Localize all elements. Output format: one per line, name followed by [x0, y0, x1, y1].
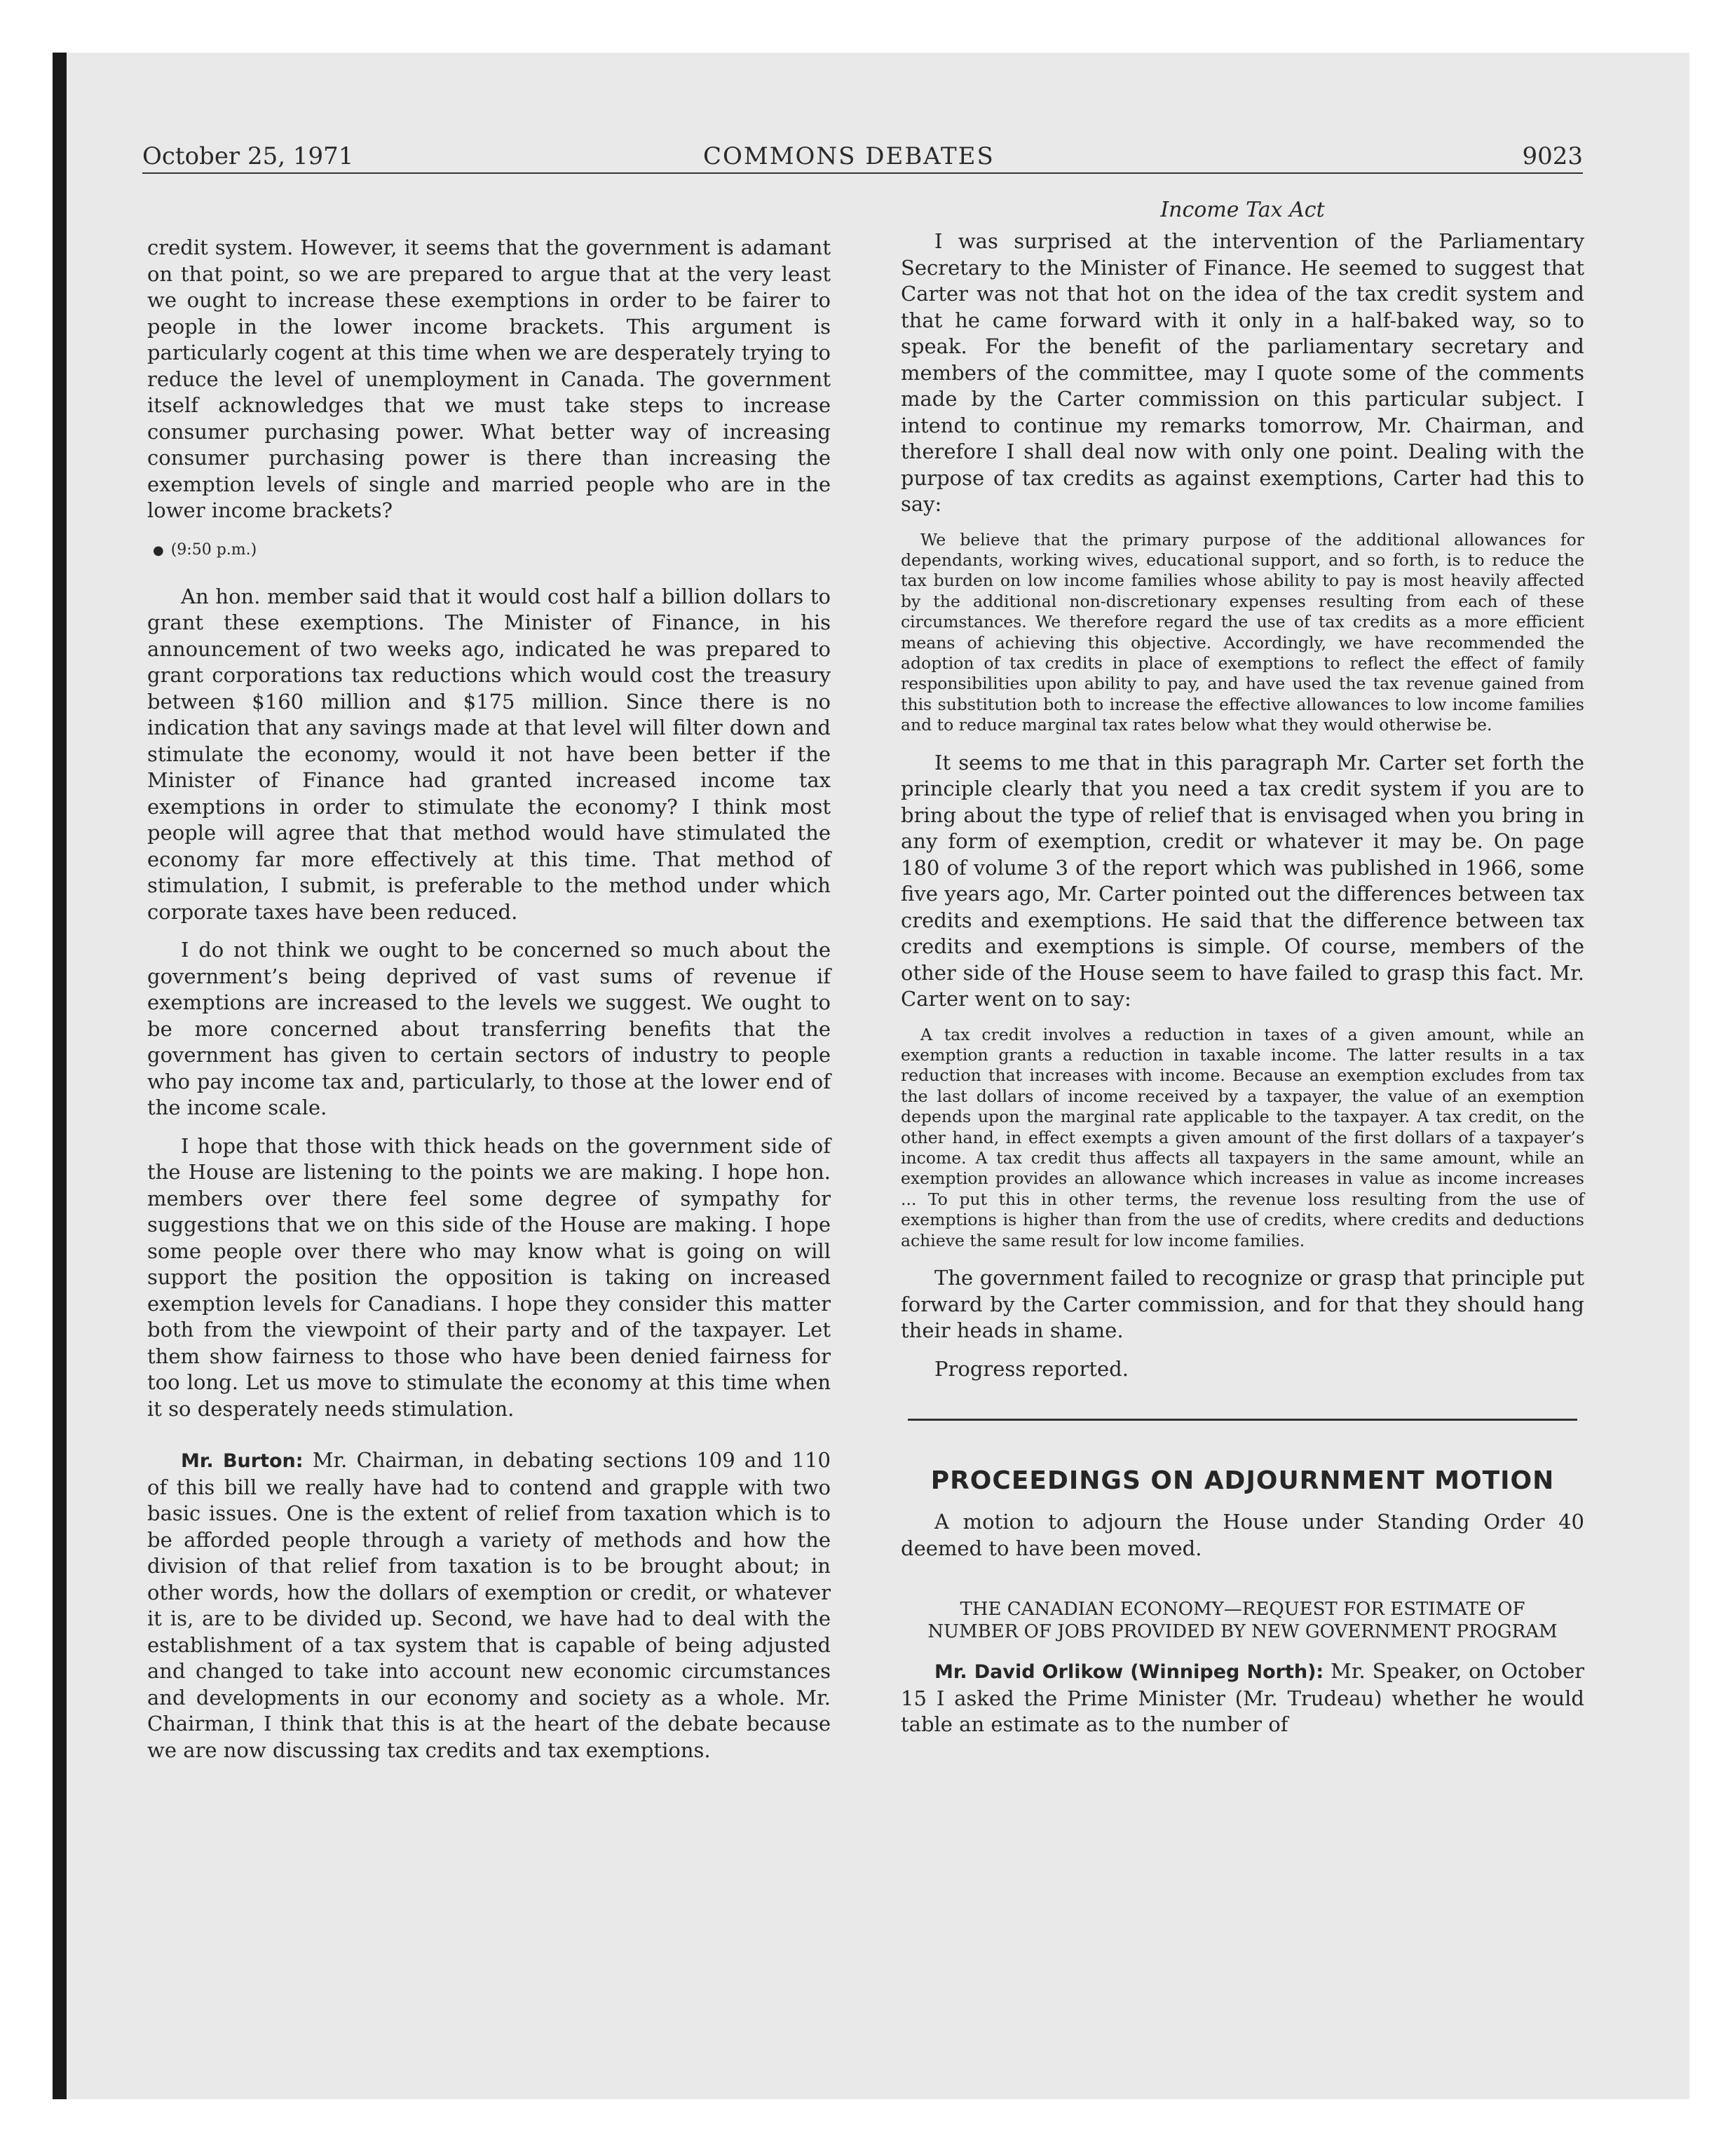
- section-heading: PROCEEDINGS ON ADJOURNMENT MOTION: [930, 1466, 1555, 1496]
- paragraph: It seems to me that in this paragraph Mr. Carter set forth the principle clearly that you need a tax credit system if you are to bring about the type of relief that is envisaged when you bring in any form of exemption, credit or whatever it may be. On page 180 of volume 3 of the report which was published in 1966, some five years ago, Mr. Carter pointed out the differences between tax credits and exemptions. He said that the difference between tax credits and exemptions is simple. Of course, members of the other side of the House seem to have failed to grasp this fact. Mr. Carter went on to say:: [901, 750, 1584, 1011]
- speech-text: Mr. Speaker, on October 15 I asked the Prime Minister (Mr. Trudeau) whether he would table an estimate as to the number of: [901, 1659, 1584, 1737]
- paragraph: An hon. member said that it would cost half a billion dollars to grant these exemptions. The Minister of Finance, in his announcement of two weeks ago, indicated he was prepared to grant corporations tax reductions which would cost the treasury between $160 million and $175 million. Since there is no indication that any savings made at that level will filter down and stimulate the economy, would it not have been better if the Minister of Finance had granted increased income tax exemptions in order to stimulate the economy? I think most people will agree that that method would have stimulated the economy far more effectively at this time. That method of stimulation, I submit, is preferable to the method under which corporate taxes have been reduced.: [147, 584, 831, 924]
- binding-edge: [53, 53, 67, 2099]
- speech-paragraph: [147, 1447, 831, 1763]
- paragraph: I do not think we ought to be concerned so much about the government’s being deprived of vast sums of revenue if exemptions are increased to the levels we suggest. We ought to be more concerned about transferring benefits that the government has given to certain sectors of industry to people who pay income tax and, particularly, to those at the lower end of the income scale.: [147, 938, 831, 1119]
- bullet-icon: ●: [153, 543, 164, 558]
- speaker-name: Mr. David Orlikow (Winnipeg North):: [934, 1661, 1324, 1684]
- block-quote: We believe that the primary purpose of the additional allowances for dependants, working wives, educational support, and so forth, is to reduce the tax burden on low income families whose ability to pay is most heavily affected by the additional non-discretionary expenses resulting from each of these circumstances. We therefore regard the use of tax credits as a more efficient means of achieving this objective. Accordingly, we have recommended the adoption of tax credits in place of exemptions to reflect the effect of family responsibilities upon ability to pay, and have used the tax revenue gained from this substitution both to increase the effective allowances to low income families and to reduce marginal tax rates below what they would otherwise be.: [901, 529, 1584, 735]
- paragraph: credit system. However, it seems that the government is adamant on that point, so we are prepared to argue that at the very least we ought to increase these exemptions in order to be fairer to people in the lower income brackets. This argument is particularly cogent at this time when we are desperately trying to reduce the level of unemployment in Canada. The government itself acknowledges that we must take steps to increase consumer purchasing power. What better way of increasing consumer purchasing power is there than increasing the exemption levels of single and married people who are in the lower income brackets?: [147, 236, 831, 522]
- header-date: October 25, 1971: [142, 142, 354, 170]
- debate-subhead: THE CANADIAN ECONOMY—REQUEST FOR ESTIMATE OF NUMBER OF JOBS PROVIDED BY NEW GOVERNMENT PROGRAM: [927, 1599, 1558, 1643]
- paragraph: Progress reported.: [934, 1356, 1129, 1381]
- speech-text: Mr. Chairman, in debating sections 109 and 110 of this bill we really have had to contend and grapple with two basic issues. One is the extent of relief from taxation which is to be afforded people through a variety of methods and how the division of that relief from taxation is to be brought about; in other words, how the dollars of exemption or credit, or whatever it is, are to be divided up. Second, we have had to deal with the establishment of a tax system that is capable of being adjusted and changed to take into account new economic circumstances and developments in our economy and society as a whole. Mr. Chairman, I think that this is at the heart of the debate because we are now discussing tax credits and tax exemptions.: [147, 1448, 831, 1762]
- running-header: [142, 140, 1583, 174]
- speech-paragraph: [901, 1658, 1584, 1738]
- timestamp-text: (9:50 p.m.): [170, 540, 257, 559]
- section-subhead: Income Tax Act: [1160, 198, 1325, 222]
- timestamp: [153, 540, 831, 561]
- right-column: [901, 198, 1584, 1750]
- paragraph: I hope that those with thick heads on the government side of the House are listening to the points we are making. I hope hon. members over there feel some degree of sympathy for suggestions that we on this side of the House are making. I hope some people over there who may know what is going on will support the position the opposition is taking on increased exemption levels for Canadians. I hope they consider this matter both from the viewpoint of their party and of the taxpayer. Let them show fairness to those who have been denied fairness for too long. Let us move to stimulate the economy at this time when it so desperately needs stimulation.: [147, 1133, 831, 1421]
- paragraph: The government failed to recognize or grasp that principle put forward by the Carter commission, and for that they should hang their heads in shame.: [901, 1266, 1584, 1343]
- paragraph: A motion to adjourn the House under Standing Order 40 deemed to have been moved.: [901, 1510, 1584, 1560]
- paragraph: I was surprised at the intervention of the Parliamentary Secretary to the Minister of Finance. He seemed to suggest that Carter was not that hot on the idea of the tax credit system and that he came forward with it only in a half-baked way, so to speak. For the benefit of the parliamentary secretary and members of the committee, may I quote some of the comments made by the Carter commission on this particular subject. I intend to continue my remarks tomorrow, Mr. Chairman, and therefore I shall deal now with only one point. Dealing with the purpose of tax credits as against exemptions, Carter had this to say:: [901, 229, 1584, 516]
- header-page-number: 9023: [1522, 142, 1583, 170]
- section-divider: [908, 1419, 1577, 1421]
- left-column: [147, 235, 831, 1775]
- speaker-name: Mr. Burton:: [181, 1450, 304, 1472]
- header-publication: COMMONS DEBATES: [703, 142, 995, 170]
- block-quote: A tax credit involves a reduction in taxes of a given amount, while an exemption grants a reduction in taxable income. The latter results in a tax reduction that increases with income. Because an exemption excludes from tax the last dollars of income received by a taxpayer, the value of an exemption depends upon the marginal rate applicable to the taxpayer. A tax credit, on the other hand, in effect exempts a given amount of the first dollars of a taxpayer’s income. A tax credit thus affects all taxpayers in the same amount, while an exemption provides an allowance which increases in value as income increases ... To put this in other terms, the revenue loss resulting from the use of exemptions is higher than from the use of credits, where credits and deductions achieve the same result for low income families.: [901, 1024, 1584, 1250]
